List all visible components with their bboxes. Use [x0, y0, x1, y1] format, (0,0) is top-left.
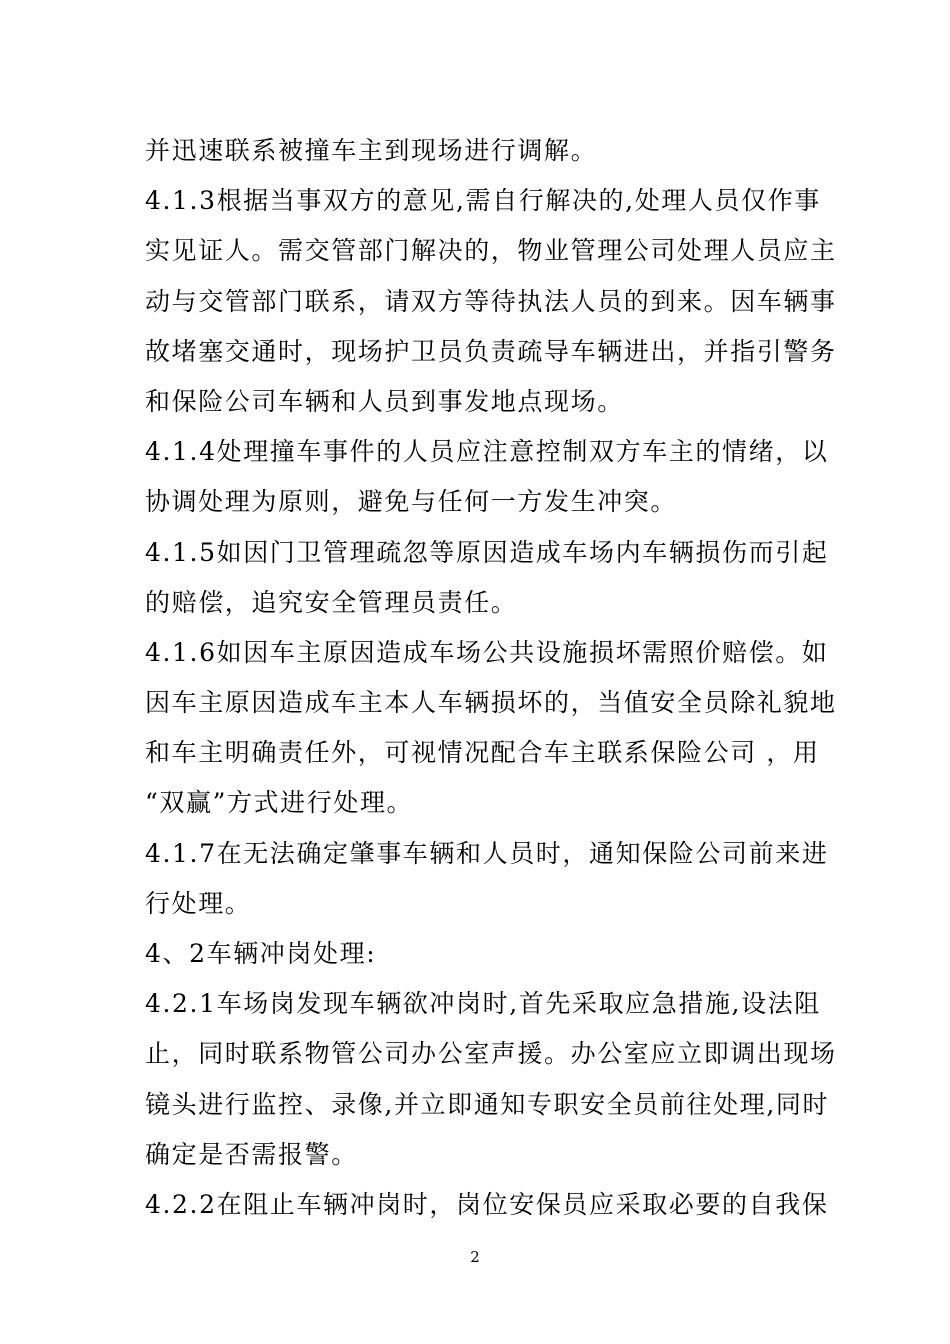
text-line: 和保险公司车辆和人员到事发地点现场。 — [145, 386, 624, 416]
text-line: 实见证人。需交管部门解决的，物业管理公司处理人员应主 — [145, 236, 837, 266]
text-line: 和车主明确责任外，可视情况配合车主联系保险公司 ，用 — [145, 738, 820, 768]
text-line: 止，同时联系物管公司办公室声援。办公室应立即调出现场 — [145, 1039, 837, 1069]
text-line: 4.1.5如因门卫管理疏忽等原因造成车场内车辆损伤而引起 — [145, 537, 829, 567]
body-text — [145, 126, 837, 1230]
text-line: 协调处理为原则，避免与任何一方发生冲突。 — [145, 487, 678, 517]
text-line: 行处理。 — [145, 888, 252, 918]
text-line: 故堵塞交通时，现场护卫员负责疏导车辆进出，并指引警务 — [145, 336, 837, 366]
text-line: 4.1.3根据当事双方的意见,需自行解决的,处理人员仅作事 — [145, 186, 821, 216]
text-line: 4.2.1车场岗发现车辆欲冲岗时,首先采取应急措施,设法阻 — [145, 989, 821, 1019]
text-line: 因车主原因造成车主本人车辆损坏的，当值安全员除礼貌地 — [145, 688, 837, 718]
text-line: 确定是否需报警。 — [145, 1139, 358, 1169]
page-number: 2 — [470, 1248, 480, 1266]
text-line: 并迅速联系被撞车主到现场进行调解。 — [145, 136, 598, 165]
text-line: 4.1.6如因车主原因造成车场公共设施损坏需照价赔偿。如 — [145, 637, 829, 667]
text-line: 4.1.7在无法确定肇事车辆和人员时，通知保险公司前来进 — [145, 838, 829, 868]
text-line: 4.2.2在阻止车辆冲岗时，岗位安保员应采取必要的自我保 — [145, 1189, 829, 1219]
text-line: 动与交管部门联系，请双方等待执法人员的到来。因车辆事 — [145, 286, 837, 316]
text-line: 4.1.4处理撞车事件的人员应注意控制双方车主的情绪，以 — [145, 437, 829, 467]
text-line: “双赢”方式进行处理。 — [145, 788, 414, 818]
section-heading: 4、2车辆冲岗处理: — [145, 939, 377, 968]
text-line: 的赔偿，追究安全管理员责任。 — [145, 587, 518, 617]
text-line: 镜头进行监控、录像,并立即通知专职安全员前往处理,同时 — [145, 1089, 830, 1119]
